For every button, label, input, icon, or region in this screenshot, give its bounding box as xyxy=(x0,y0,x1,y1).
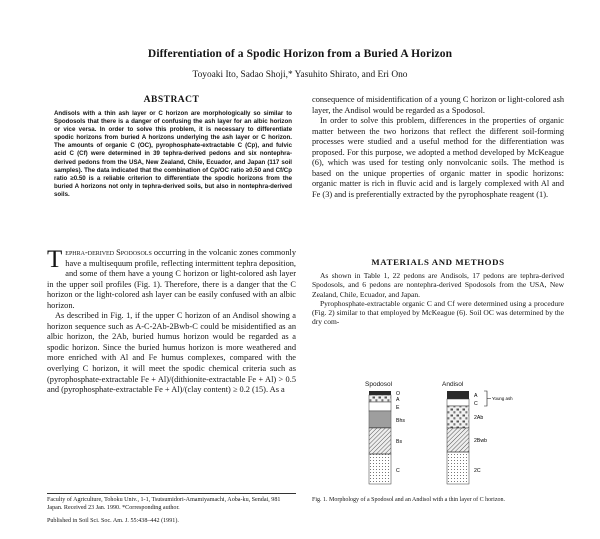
intro-lead-words: ephra-derived Spodosols xyxy=(65,248,152,257)
spodosol-horizon-bs: Bs xyxy=(396,439,403,445)
andisol-horizon-2c: 2C xyxy=(474,468,481,474)
spodosol-horizon-c: C xyxy=(396,468,400,474)
right-column-intro xyxy=(312,95,564,200)
intro-paragraph-continued: consequence of misidentification of a young C horizon or light-colored ash layer, the Andisol would be regarded as a Spodosol. xyxy=(312,95,564,115)
spodosol-profile xyxy=(369,391,405,484)
figure-1-caption: Fig. 1. Morphology of a Spodosol and an Andisol with a thin layer of C horizon. xyxy=(312,497,505,503)
drop-cap: T xyxy=(47,246,63,273)
intro-paragraph-3: In order to solve this problem, differences in the properties of organic matter between the two horizons that reflect the different soil-forming processes were studied and a useful method for the differentiation was proposed. For this purpose, we adopted a method developed by McKeague (6), which was used for testing only nonvolcanic soils. The method is based on the unique properties of organic matter in spodic horizons: organic matter is rich in fluvic acid and is largely complexed with Al and Fe (3) and is preferentially extracted by the pyrophosphate reagent (1). xyxy=(312,116,564,199)
spodosol-a-layer xyxy=(369,395,391,402)
spodosol-horizon-e: E xyxy=(396,405,400,411)
intro-paragraph-1-text: occurring in the volcanic zones commonly have a multisequum profile, reflecting intermittent tephra deposition, and some of them have a young C horizon or light-colored ash layer in the upper soil profiles (Fig. 1). Therefore, there is a danger that the C horizon or the light-colored ash layer can be easily confused with an albic horizon. xyxy=(47,248,296,310)
footnote-affiliation: Faculty of Agriculture, Tohoku Univ., 1-1, Tsutsumidori-Amamiyamachi, Aoba-ku, Sendai, 981 Japan. Received 23 Jan. 1990. *Corresponding author. xyxy=(47,497,281,511)
spodosol-o-layer xyxy=(369,391,391,395)
spodosol-bhs-layer xyxy=(369,411,391,428)
andisol-2bwb-layer xyxy=(447,428,469,452)
spodosol-horizon-o: O xyxy=(396,391,401,397)
introduction-section xyxy=(47,248,296,396)
figure-label-andisol: Andisol xyxy=(442,381,464,388)
methods-paragraph-2: Pyrophosphate-extractable organic C and Cf were determined using a procedure (Fig. 2) similar to that employed by McKeague (6). Soil OC was determined by the dry com- xyxy=(312,298,564,327)
andisol-horizon-a: A xyxy=(474,393,478,399)
figure-1 xyxy=(312,378,564,493)
andisol-2c-layer xyxy=(447,452,469,484)
footnote xyxy=(47,497,296,526)
spodosol-e-layer xyxy=(369,402,391,411)
andisol-horizon-c: C xyxy=(474,401,478,407)
intro-paragraph-2: As described in Fig. 1, if the upper C horizon of an Andisol showing a horizon sequence such as A-C-2Ab-2Bwb-C could be misidentified as an albic horizon, the 2Ab, buried humus horizon would be regarded as a spodic horizon. Since the buried humus horizon is more weathered and more enriched with Al and Fe humus complexes, compared with the overlying C horizon, it will meet the spodic chemical criteria such as (pyrophosphate-extractable Fe + Al)/(dithionite-extractable Fe + Al) > 0.5 and (pyrophosphate-extractable Fe + Al)/(clay content) ≥ 0.2 (15). As a xyxy=(47,311,296,395)
paper-authors: Toyoaki Ito, Sadao Shoji,* Yasuhito Shirato, and Eri Ono xyxy=(192,70,408,80)
abstract-heading: ABSTRACT xyxy=(143,95,200,105)
figure-label-spodosol: Spodosol xyxy=(365,381,393,388)
paper-title: Differentiation of a Spodic Horizon from a Buried A Horizon xyxy=(147,48,453,60)
andisol-c-layer xyxy=(447,399,469,406)
footnote-rule xyxy=(47,493,296,494)
andisol-horizon-2ab: 2Ab xyxy=(474,415,484,421)
young-ash-bracket xyxy=(484,391,491,406)
spodosol-horizon-bhs: Bhs xyxy=(396,418,405,424)
andisol-horizon-2bwb: 2Bwb xyxy=(474,438,487,444)
abstract-text: Andisols with a thin ash layer or C horizon are morphologically so similar to Spodosols that there is a danger of confusing the ash layer for an albic horizon or vice versa. In order to solve this problem, it is necessary to differentiate spodic horizons from buried A horizons underlying the ash layer or C horizon. The amounts of organic C (OC), pyrophosphate-extractable C (Cp), and fulvic acid C (Cf) were determined in 39 tephra-derived pedons and six nontephra-derived pedons from the USA, New Zealand, Chile, Ecuador, and Japan (117 soil samples). The data indicated that the combination of Cp/OC ratio ≥0.50 and Cf/Cp ratio ≥0.50 is a reliable criterion to differentiate the spodic horizons from the buried A horizons not only in tephra-derived soils, but also in nontephra-derived soils. xyxy=(54,110,292,198)
spodosol-c-layer xyxy=(369,454,391,484)
andisol-a-layer xyxy=(447,391,469,399)
andisol-profile xyxy=(447,391,513,484)
intro-paragraph-1 xyxy=(47,248,296,311)
andisol-2ab-layer xyxy=(447,406,469,428)
young-ash-annotation: Young ash xyxy=(492,396,513,401)
methods-section xyxy=(312,271,564,327)
spodosol-bs-layer xyxy=(369,428,391,454)
footnote-published: Published in Soil Sci. Soc. Am. J. 55:438–442 (1991). xyxy=(47,518,179,525)
spodosol-horizon-a: A xyxy=(396,397,400,403)
methods-heading: MATERIALS AND METHODS xyxy=(371,257,505,267)
methods-paragraph-1: As shown in Table 1, 22 pedons are Andisols, 17 pedons are tephra-derived Spodosols, and 6 pedons are nontephra-derived Spodosols from the USA, New Zealand, Chile, Ecuador, and Japan. xyxy=(312,271,564,299)
